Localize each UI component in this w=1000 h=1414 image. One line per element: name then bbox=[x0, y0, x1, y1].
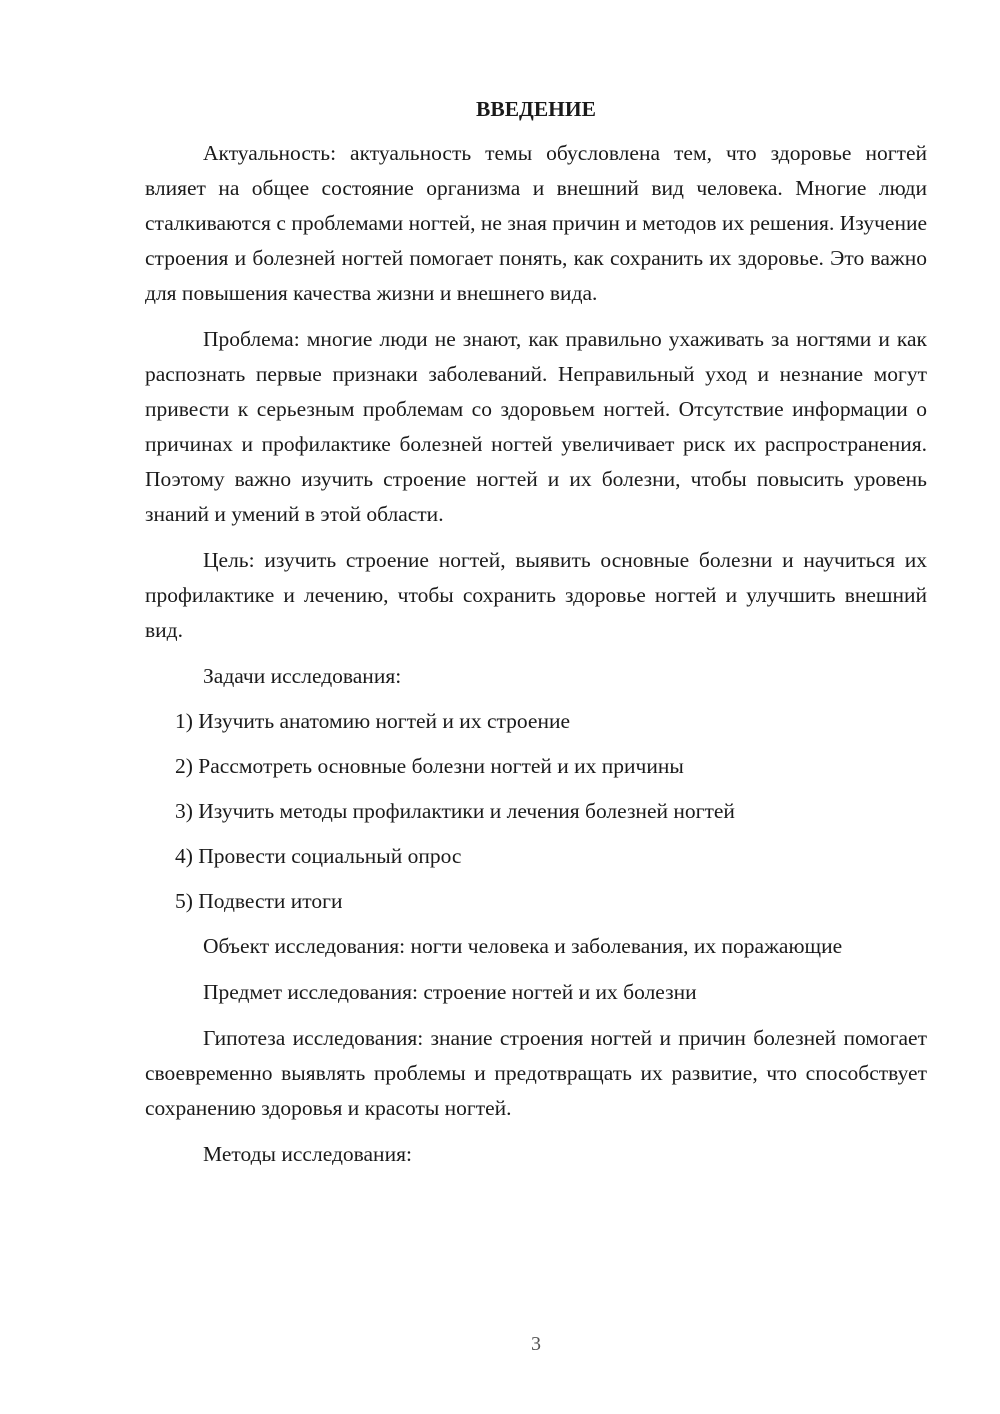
paragraph-goal: Цель: изучить строение ногтей, выявить основные болезни и научиться их профилактике и лечению, чтобы сохранить здоровье ногтей и улучшить внешний вид. bbox=[145, 548, 927, 642]
list-item: 1) Изучить анатомию ногтей и их строение bbox=[175, 709, 570, 733]
list-item: 5) Подвести итоги bbox=[175, 889, 343, 913]
tasks-list bbox=[145, 704, 927, 919]
list-item: 4) Провести социальный опрос bbox=[175, 844, 462, 868]
paragraph-subject: Предмет исследования: строение ногтей и их болезни bbox=[203, 980, 697, 1004]
tasks-heading: Задачи исследования: bbox=[203, 664, 402, 688]
paragraph-relevance: Актуальность: актуальность темы обусловлена тем, что здоровье ногтей влияет на общее состояние организма и внешний вид человека. Многие люди сталкиваются с проблемами ногтей, не зная причин и методов их решения. Изучение строения и болезней ногтей помогает понять, как сохранить их здоровье. Это важно для повышения качества жизни и внешнего вида. bbox=[145, 141, 927, 305]
paragraph-object: Объект исследования: ногти человека и заболевания, их поражающие bbox=[203, 934, 843, 958]
paragraph-hypothesis: Гипотеза исследования: знание строения ногтей и причин болезней помогает своевременно выявлять проблемы и предотвращать их развитие, что способствует сохранению здоровья и красоты ногтей. bbox=[145, 1026, 927, 1120]
list-item: 3) Изучить методы профилактики и лечения болезней ногтей bbox=[175, 799, 735, 823]
methods-heading: Методы исследования: bbox=[203, 1142, 412, 1166]
document-page bbox=[145, 92, 927, 1182]
list-item: 2) Рассмотреть основные болезни ногтей и их причины bbox=[175, 754, 684, 778]
page-title: ВВЕДЕНИЕ bbox=[476, 97, 596, 121]
paragraph-problem: Проблема: многие люди не знают, как правильно ухаживать за ногтями и как распознать первые признаки заболеваний. Неправильный уход и незнание могут привести к серьезным проблемам со здоровьем ногтей. Отсутствие информации о причинах и профилактике болезней ногтей увеличивает риск их распространения. Поэтому важно изучить строение ногтей и их болезни, чтобы повысить уровень знаний и умений в этой области. bbox=[145, 327, 927, 526]
page-number: 3 bbox=[531, 1333, 541, 1355]
